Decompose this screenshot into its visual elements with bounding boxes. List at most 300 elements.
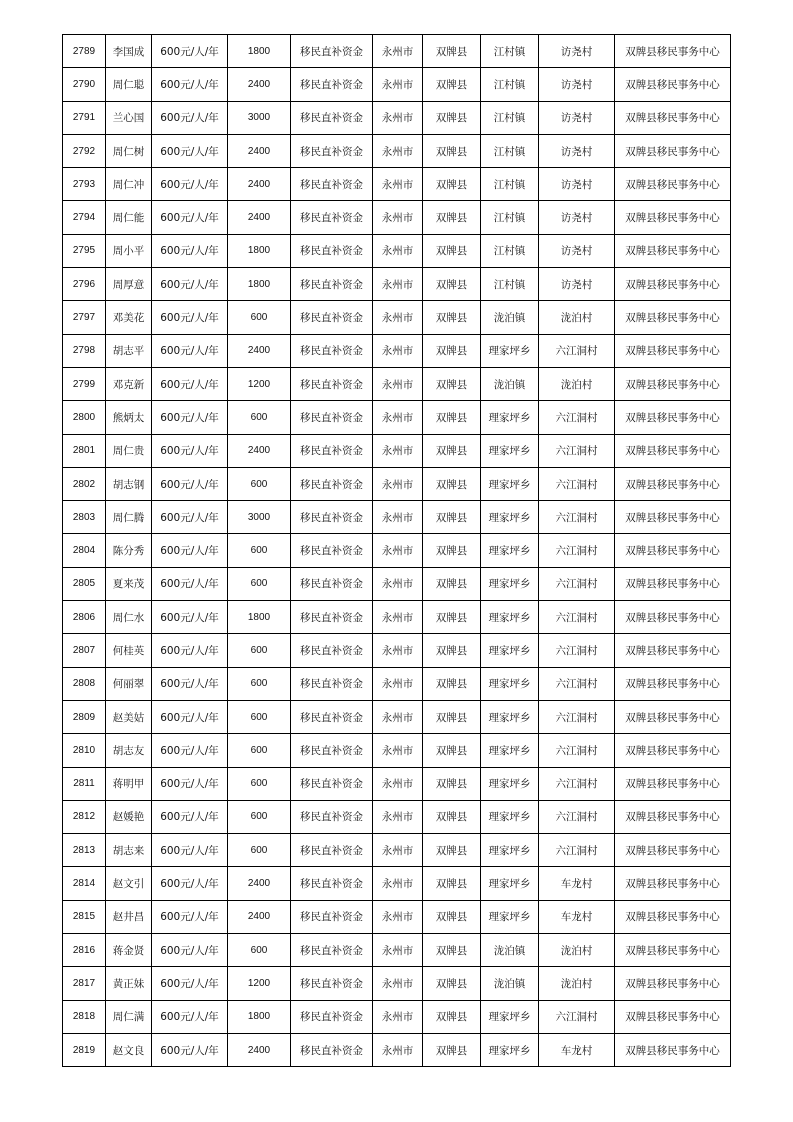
city-cell: 永州市 — [373, 501, 423, 534]
agency-cell: 双牌县移民事务中心 — [615, 334, 731, 367]
township-cell: 理家坪乡 — [481, 700, 539, 733]
township-cell: 泷泊镇 — [481, 967, 539, 1000]
agency-cell: 双牌县移民事务中心 — [615, 1000, 731, 1033]
amount-cell: 3000 — [228, 501, 291, 534]
city-cell: 永州市 — [373, 101, 423, 134]
agency-cell: 双牌县移民事务中心 — [615, 301, 731, 334]
fund-type-cell: 移民直补资金 — [291, 467, 373, 500]
name-cell: 周仁腾 — [106, 501, 152, 534]
township-cell: 理家坪乡 — [481, 334, 539, 367]
county-cell: 双牌县 — [423, 1000, 481, 1033]
name-cell: 赵文引 — [106, 867, 152, 900]
village-cell: 六江洞村 — [539, 601, 615, 634]
township-cell: 江村镇 — [481, 101, 539, 134]
name-cell: 胡志钢 — [106, 467, 152, 500]
table-row — [63, 168, 731, 201]
fund-type-cell: 移民直补资金 — [291, 68, 373, 101]
village-cell: 六江洞村 — [539, 401, 615, 434]
name-cell: 夏来茂 — [106, 567, 152, 600]
name-cell: 周仁聪 — [106, 68, 152, 101]
amount-cell: 2400 — [228, 334, 291, 367]
amount-cell: 2400 — [228, 434, 291, 467]
township-cell: 泷泊镇 — [481, 934, 539, 967]
standard-cell: 600元/人/年 — [152, 467, 228, 500]
county-cell: 双牌县 — [423, 467, 481, 500]
serial-number-cell: 2812 — [63, 800, 106, 833]
serial-number-cell: 2811 — [63, 767, 106, 800]
township-cell: 理家坪乡 — [481, 900, 539, 933]
city-cell: 永州市 — [373, 168, 423, 201]
county-cell: 双牌县 — [423, 834, 481, 867]
village-cell: 泷泊村 — [539, 367, 615, 400]
table-row — [63, 201, 731, 234]
village-cell: 六江洞村 — [539, 1000, 615, 1033]
name-cell: 赵井昌 — [106, 900, 152, 933]
standard-cell: 600元/人/年 — [152, 101, 228, 134]
fund-type-cell: 移民直补资金 — [291, 567, 373, 600]
name-cell: 周仁能 — [106, 201, 152, 234]
table-row — [63, 534, 731, 567]
city-cell: 永州市 — [373, 434, 423, 467]
amount-cell: 2400 — [228, 68, 291, 101]
name-cell: 胡志友 — [106, 734, 152, 767]
table-row — [63, 867, 731, 900]
village-cell: 六江洞村 — [539, 534, 615, 567]
county-cell: 双牌县 — [423, 268, 481, 301]
amount-cell: 2400 — [228, 168, 291, 201]
township-cell: 理家坪乡 — [481, 501, 539, 534]
village-cell: 六江洞村 — [539, 834, 615, 867]
amount-cell: 600 — [228, 301, 291, 334]
serial-number-cell: 2804 — [63, 534, 106, 567]
fund-type-cell: 移民直补资金 — [291, 35, 373, 68]
county-cell: 双牌县 — [423, 967, 481, 1000]
fund-type-cell: 移民直补资金 — [291, 667, 373, 700]
agency-cell: 双牌县移民事务中心 — [615, 767, 731, 800]
agency-cell: 双牌县移民事务中心 — [615, 68, 731, 101]
table-row — [63, 667, 731, 700]
serial-number-cell: 2803 — [63, 501, 106, 534]
fund-type-cell: 移民直补资金 — [291, 367, 373, 400]
serial-number-cell: 2797 — [63, 301, 106, 334]
village-cell: 访尧村 — [539, 234, 615, 267]
standard-cell: 600元/人/年 — [152, 601, 228, 634]
village-cell: 访尧村 — [539, 201, 615, 234]
agency-cell: 双牌县移民事务中心 — [615, 900, 731, 933]
name-cell: 兰心国 — [106, 101, 152, 134]
standard-cell: 600元/人/年 — [152, 334, 228, 367]
fund-type-cell: 移民直补资金 — [291, 534, 373, 567]
township-cell: 理家坪乡 — [481, 1033, 539, 1066]
city-cell: 永州市 — [373, 834, 423, 867]
township-cell: 理家坪乡 — [481, 834, 539, 867]
amount-cell: 2400 — [228, 900, 291, 933]
table-row — [63, 700, 731, 733]
township-cell: 江村镇 — [481, 168, 539, 201]
county-cell: 双牌县 — [423, 234, 481, 267]
standard-cell: 600元/人/年 — [152, 800, 228, 833]
township-cell: 理家坪乡 — [481, 1000, 539, 1033]
table-row — [63, 301, 731, 334]
serial-number-cell: 2791 — [63, 101, 106, 134]
fund-type-cell: 移民直补资金 — [291, 501, 373, 534]
agency-cell: 双牌县移民事务中心 — [615, 934, 731, 967]
agency-cell: 双牌县移民事务中心 — [615, 234, 731, 267]
standard-cell: 600元/人/年 — [152, 367, 228, 400]
serial-number-cell: 2806 — [63, 601, 106, 634]
standard-cell: 600元/人/年 — [152, 301, 228, 334]
table-row — [63, 900, 731, 933]
county-cell: 双牌县 — [423, 68, 481, 101]
amount-cell: 600 — [228, 634, 291, 667]
county-cell: 双牌县 — [423, 334, 481, 367]
serial-number-cell: 2815 — [63, 900, 106, 933]
fund-type-cell: 移民直补资金 — [291, 867, 373, 900]
township-cell: 理家坪乡 — [481, 667, 539, 700]
table-row — [63, 800, 731, 833]
agency-cell: 双牌县移民事务中心 — [615, 601, 731, 634]
village-cell: 六江洞村 — [539, 734, 615, 767]
fund-type-cell: 移民直补资金 — [291, 401, 373, 434]
village-cell: 六江洞村 — [539, 334, 615, 367]
name-cell: 何丽翠 — [106, 667, 152, 700]
city-cell: 永州市 — [373, 35, 423, 68]
county-cell: 双牌县 — [423, 101, 481, 134]
village-cell: 车龙村 — [539, 1033, 615, 1066]
agency-cell: 双牌县移民事务中心 — [615, 967, 731, 1000]
township-cell: 江村镇 — [481, 134, 539, 167]
fund-type-cell: 移民直补资金 — [291, 268, 373, 301]
city-cell: 永州市 — [373, 601, 423, 634]
agency-cell: 双牌县移民事务中心 — [615, 134, 731, 167]
city-cell: 永州市 — [373, 567, 423, 600]
standard-cell: 600元/人/年 — [152, 268, 228, 301]
village-cell: 访尧村 — [539, 268, 615, 301]
standard-cell: 600元/人/年 — [152, 634, 228, 667]
name-cell: 周仁满 — [106, 1000, 152, 1033]
county-cell: 双牌县 — [423, 501, 481, 534]
township-cell: 理家坪乡 — [481, 601, 539, 634]
village-cell: 六江洞村 — [539, 800, 615, 833]
amount-cell: 600 — [228, 734, 291, 767]
standard-cell: 600元/人/年 — [152, 134, 228, 167]
fund-type-cell: 移民直补资金 — [291, 234, 373, 267]
township-cell: 理家坪乡 — [481, 734, 539, 767]
amount-cell: 600 — [228, 401, 291, 434]
amount-cell: 1800 — [228, 268, 291, 301]
township-cell: 江村镇 — [481, 201, 539, 234]
name-cell: 李国成 — [106, 35, 152, 68]
county-cell: 双牌县 — [423, 301, 481, 334]
table-row — [63, 601, 731, 634]
fund-type-cell: 移民直补资金 — [291, 934, 373, 967]
table-row — [63, 501, 731, 534]
table-row — [63, 467, 731, 500]
village-cell: 访尧村 — [539, 68, 615, 101]
standard-cell: 600元/人/年 — [152, 900, 228, 933]
village-cell: 六江洞村 — [539, 634, 615, 667]
city-cell: 永州市 — [373, 800, 423, 833]
fund-type-cell: 移民直补资金 — [291, 634, 373, 667]
subsidy-table — [62, 34, 731, 1067]
village-cell: 泷泊村 — [539, 967, 615, 1000]
village-cell: 访尧村 — [539, 168, 615, 201]
fund-type-cell: 移民直补资金 — [291, 967, 373, 1000]
village-cell: 泷泊村 — [539, 934, 615, 967]
agency-cell: 双牌县移民事务中心 — [615, 101, 731, 134]
table-row — [63, 967, 731, 1000]
city-cell: 永州市 — [373, 934, 423, 967]
fund-type-cell: 移民直补资金 — [291, 601, 373, 634]
standard-cell: 600元/人/年 — [152, 68, 228, 101]
name-cell: 周小平 — [106, 234, 152, 267]
name-cell: 邓克新 — [106, 367, 152, 400]
name-cell: 周仁树 — [106, 134, 152, 167]
township-cell: 理家坪乡 — [481, 401, 539, 434]
serial-number-cell: 2789 — [63, 35, 106, 68]
amount-cell: 600 — [228, 800, 291, 833]
fund-type-cell: 移民直补资金 — [291, 201, 373, 234]
agency-cell: 双牌县移民事务中心 — [615, 667, 731, 700]
name-cell: 周仁贵 — [106, 434, 152, 467]
county-cell: 双牌县 — [423, 601, 481, 634]
agency-cell: 双牌县移民事务中心 — [615, 168, 731, 201]
standard-cell: 600元/人/年 — [152, 867, 228, 900]
fund-type-cell: 移民直补资金 — [291, 434, 373, 467]
serial-number-cell: 2807 — [63, 634, 106, 667]
table-row — [63, 567, 731, 600]
agency-cell: 双牌县移民事务中心 — [615, 800, 731, 833]
city-cell: 永州市 — [373, 467, 423, 500]
county-cell: 双牌县 — [423, 434, 481, 467]
standard-cell: 600元/人/年 — [152, 534, 228, 567]
serial-number-cell: 2809 — [63, 700, 106, 733]
amount-cell: 600 — [228, 767, 291, 800]
village-cell: 访尧村 — [539, 101, 615, 134]
city-cell: 永州市 — [373, 334, 423, 367]
table-row — [63, 334, 731, 367]
agency-cell: 双牌县移民事务中心 — [615, 567, 731, 600]
serial-number-cell: 2805 — [63, 567, 106, 600]
agency-cell: 双牌县移民事务中心 — [615, 867, 731, 900]
table-row — [63, 434, 731, 467]
agency-cell: 双牌县移民事务中心 — [615, 268, 731, 301]
amount-cell: 3000 — [228, 101, 291, 134]
county-cell: 双牌县 — [423, 634, 481, 667]
standard-cell: 600元/人/年 — [152, 700, 228, 733]
county-cell: 双牌县 — [423, 367, 481, 400]
city-cell: 永州市 — [373, 667, 423, 700]
agency-cell: 双牌县移民事务中心 — [615, 834, 731, 867]
city-cell: 永州市 — [373, 634, 423, 667]
county-cell: 双牌县 — [423, 534, 481, 567]
amount-cell: 600 — [228, 567, 291, 600]
serial-number-cell: 2808 — [63, 667, 106, 700]
fund-type-cell: 移民直补资金 — [291, 101, 373, 134]
village-cell: 六江洞村 — [539, 667, 615, 700]
name-cell: 熊炳太 — [106, 401, 152, 434]
township-cell: 理家坪乡 — [481, 767, 539, 800]
serial-number-cell: 2813 — [63, 834, 106, 867]
standard-cell: 600元/人/年 — [152, 567, 228, 600]
serial-number-cell: 2792 — [63, 134, 106, 167]
name-cell: 陈分秀 — [106, 534, 152, 567]
standard-cell: 600元/人/年 — [152, 434, 228, 467]
county-cell: 双牌县 — [423, 700, 481, 733]
county-cell: 双牌县 — [423, 1033, 481, 1066]
amount-cell: 600 — [228, 834, 291, 867]
county-cell: 双牌县 — [423, 934, 481, 967]
city-cell: 永州市 — [373, 534, 423, 567]
amount-cell: 1200 — [228, 367, 291, 400]
name-cell: 赵美姑 — [106, 700, 152, 733]
standard-cell: 600元/人/年 — [152, 168, 228, 201]
name-cell: 胡志平 — [106, 334, 152, 367]
table-row — [63, 934, 731, 967]
table-row — [63, 35, 731, 68]
standard-cell: 600元/人/年 — [152, 934, 228, 967]
village-cell: 访尧村 — [539, 35, 615, 68]
county-cell: 双牌县 — [423, 35, 481, 68]
fund-type-cell: 移民直补资金 — [291, 800, 373, 833]
table-row — [63, 367, 731, 400]
amount-cell: 2400 — [228, 1033, 291, 1066]
village-cell: 六江洞村 — [539, 700, 615, 733]
city-cell: 永州市 — [373, 734, 423, 767]
standard-cell: 600元/人/年 — [152, 834, 228, 867]
serial-number-cell: 2800 — [63, 401, 106, 434]
village-cell: 访尧村 — [539, 134, 615, 167]
amount-cell: 2400 — [228, 134, 291, 167]
fund-type-cell: 移民直补资金 — [291, 1000, 373, 1033]
fund-type-cell: 移民直补资金 — [291, 301, 373, 334]
serial-number-cell: 2790 — [63, 68, 106, 101]
name-cell: 邓美花 — [106, 301, 152, 334]
township-cell: 江村镇 — [481, 68, 539, 101]
serial-number-cell: 2801 — [63, 434, 106, 467]
standard-cell: 600元/人/年 — [152, 767, 228, 800]
amount-cell: 600 — [228, 700, 291, 733]
city-cell: 永州市 — [373, 867, 423, 900]
county-cell: 双牌县 — [423, 900, 481, 933]
amount-cell: 600 — [228, 467, 291, 500]
county-cell: 双牌县 — [423, 201, 481, 234]
serial-number-cell: 2799 — [63, 367, 106, 400]
name-cell: 黄正妹 — [106, 967, 152, 1000]
serial-number-cell: 2818 — [63, 1000, 106, 1033]
agency-cell: 双牌县移民事务中心 — [615, 534, 731, 567]
township-cell: 泷泊镇 — [481, 367, 539, 400]
agency-cell: 双牌县移民事务中心 — [615, 434, 731, 467]
table-row — [63, 101, 731, 134]
city-cell: 永州市 — [373, 401, 423, 434]
serial-number-cell: 2794 — [63, 201, 106, 234]
serial-number-cell: 2796 — [63, 268, 106, 301]
fund-type-cell: 移民直补资金 — [291, 700, 373, 733]
village-cell: 六江洞村 — [539, 467, 615, 500]
county-cell: 双牌县 — [423, 867, 481, 900]
name-cell: 周仁冲 — [106, 168, 152, 201]
township-cell: 理家坪乡 — [481, 467, 539, 500]
township-cell: 泷泊镇 — [481, 301, 539, 334]
table-row — [63, 134, 731, 167]
amount-cell: 2400 — [228, 867, 291, 900]
city-cell: 永州市 — [373, 700, 423, 733]
standard-cell: 600元/人/年 — [152, 35, 228, 68]
city-cell: 永州市 — [373, 301, 423, 334]
table-row — [63, 734, 731, 767]
village-cell: 六江洞村 — [539, 501, 615, 534]
serial-number-cell: 2810 — [63, 734, 106, 767]
city-cell: 永州市 — [373, 134, 423, 167]
serial-number-cell: 2802 — [63, 467, 106, 500]
standard-cell: 600元/人/年 — [152, 1000, 228, 1033]
agency-cell: 双牌县移民事务中心 — [615, 401, 731, 434]
table-row — [63, 268, 731, 301]
township-cell: 理家坪乡 — [481, 567, 539, 600]
county-cell: 双牌县 — [423, 567, 481, 600]
agency-cell: 双牌县移民事务中心 — [615, 634, 731, 667]
county-cell: 双牌县 — [423, 134, 481, 167]
table-row — [63, 767, 731, 800]
county-cell: 双牌县 — [423, 168, 481, 201]
agency-cell: 双牌县移民事务中心 — [615, 1033, 731, 1066]
name-cell: 赵媛艳 — [106, 800, 152, 833]
fund-type-cell: 移民直补资金 — [291, 834, 373, 867]
township-cell: 理家坪乡 — [481, 867, 539, 900]
name-cell: 何桂英 — [106, 634, 152, 667]
county-cell: 双牌县 — [423, 800, 481, 833]
fund-type-cell: 移民直补资金 — [291, 900, 373, 933]
amount-cell: 600 — [228, 667, 291, 700]
city-cell: 永州市 — [373, 201, 423, 234]
serial-number-cell: 2817 — [63, 967, 106, 1000]
amount-cell: 1800 — [228, 1000, 291, 1033]
amount-cell: 1200 — [228, 967, 291, 1000]
agency-cell: 双牌县移民事务中心 — [615, 367, 731, 400]
township-cell: 理家坪乡 — [481, 634, 539, 667]
serial-number-cell: 2793 — [63, 168, 106, 201]
village-cell: 六江洞村 — [539, 567, 615, 600]
county-cell: 双牌县 — [423, 767, 481, 800]
fund-type-cell: 移民直补资金 — [291, 1033, 373, 1066]
serial-number-cell: 2816 — [63, 934, 106, 967]
amount-cell: 2400 — [228, 201, 291, 234]
fund-type-cell: 移民直补资金 — [291, 767, 373, 800]
agency-cell: 双牌县移民事务中心 — [615, 35, 731, 68]
city-cell: 永州市 — [373, 234, 423, 267]
table-row — [63, 834, 731, 867]
fund-type-cell: 移民直补资金 — [291, 168, 373, 201]
township-cell: 江村镇 — [481, 234, 539, 267]
agency-cell: 双牌县移民事务中心 — [615, 734, 731, 767]
amount-cell: 1800 — [228, 601, 291, 634]
standard-cell: 600元/人/年 — [152, 234, 228, 267]
standard-cell: 600元/人/年 — [152, 1033, 228, 1066]
standard-cell: 600元/人/年 — [152, 201, 228, 234]
serial-number-cell: 2819 — [63, 1033, 106, 1066]
village-cell: 六江洞村 — [539, 434, 615, 467]
standard-cell: 600元/人/年 — [152, 401, 228, 434]
city-cell: 永州市 — [373, 268, 423, 301]
table-row — [63, 401, 731, 434]
standard-cell: 600元/人/年 — [152, 967, 228, 1000]
agency-cell: 双牌县移民事务中心 — [615, 201, 731, 234]
serial-number-cell: 2814 — [63, 867, 106, 900]
table-row — [63, 234, 731, 267]
village-cell: 车龙村 — [539, 867, 615, 900]
city-cell: 永州市 — [373, 767, 423, 800]
